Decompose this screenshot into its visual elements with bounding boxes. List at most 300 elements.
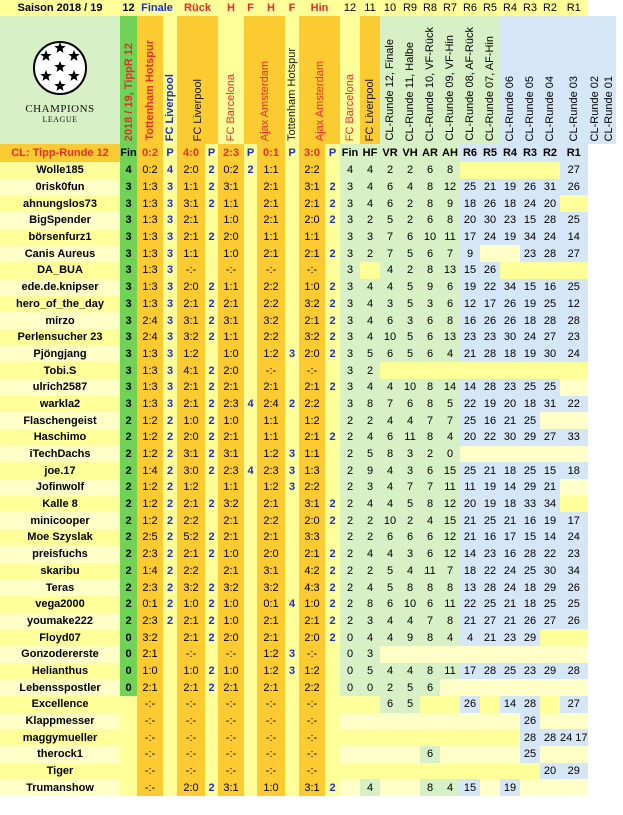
cell-13: 4 <box>360 329 380 346</box>
cell-18 <box>460 763 480 780</box>
cell-10: -:- <box>299 763 325 780</box>
cell-5 <box>205 212 218 229</box>
cell-4: 2:0 <box>177 279 205 296</box>
cell-18: 21 <box>460 529 480 546</box>
cell-8: 1:2 <box>257 479 285 496</box>
cell-17: 4 <box>440 429 460 446</box>
cell-19 <box>480 362 500 379</box>
player-name: ede.de.knipser <box>0 279 120 296</box>
cell-5 <box>205 563 218 580</box>
round-label-text: CL-Runde 09, VF-Hin <box>444 35 456 141</box>
cell-18: 20 <box>460 496 480 513</box>
final-points: 0 <box>120 646 137 663</box>
cell-21 <box>520 646 540 663</box>
cell-17: 11 <box>440 229 460 246</box>
cell-9 <box>285 613 299 630</box>
cell-5: 2 <box>205 195 218 212</box>
cell-13: 4 <box>360 429 380 446</box>
cell-12: 2 <box>340 579 360 596</box>
cell-7: 4 <box>244 396 257 413</box>
cell-12: 0 <box>340 629 360 646</box>
cell-22: 19 <box>540 512 560 529</box>
cell-9 <box>285 696 299 713</box>
cell-9 <box>285 162 299 179</box>
cell-18: 25 <box>460 412 480 429</box>
cell-8: 3:2 <box>257 312 285 329</box>
cell-2: 1:3 <box>137 245 163 262</box>
cell-6: -:- <box>218 729 244 746</box>
cell-5: 2 <box>205 179 218 196</box>
cell-15: 5 <box>400 329 420 346</box>
vertical-label-2 <box>163 16 177 144</box>
cell-16: 3 <box>420 296 440 313</box>
player-name: Klappmesser <box>0 713 120 730</box>
cell-20: 21 <box>500 412 520 429</box>
cell-20 <box>500 362 520 379</box>
cell-15: 2 <box>400 212 420 229</box>
cell-4: 2:0 <box>177 429 205 446</box>
vertical-label-text: FC Barcelona <box>225 73 237 141</box>
player-name: youmake222 <box>0 613 120 630</box>
cell-3: 4 <box>163 162 177 179</box>
cell-18: 13 <box>460 579 480 596</box>
cell-14: 5 <box>380 563 400 580</box>
player-name: minicooper <box>0 512 120 529</box>
cell-18 <box>460 446 480 463</box>
cell-18: 4 <box>460 629 480 646</box>
cell-20: 19 <box>500 229 520 246</box>
cell-13: 8 <box>360 396 380 413</box>
cell-10: 1:3 <box>299 462 325 479</box>
cell-5: 2 <box>205 629 218 646</box>
player-name: DA_BUA <box>0 262 120 279</box>
cell-6: 3:1 <box>218 446 244 463</box>
final-points <box>120 746 137 763</box>
cell-3: 2 <box>163 429 177 446</box>
cell-10: 2:0 <box>299 346 325 363</box>
table-row <box>0 212 616 229</box>
cell-2: 0:2 <box>137 162 163 179</box>
cell-14: 6 <box>380 529 400 546</box>
cell-11 <box>325 679 340 696</box>
cell-7 <box>244 346 257 363</box>
cell-11: 2 <box>325 279 340 296</box>
final-points <box>120 713 137 730</box>
player-name: BigSpender <box>0 212 120 229</box>
cell-15 <box>400 362 420 379</box>
cell-13: 2 <box>360 563 380 580</box>
cell-13: 0 <box>360 679 380 696</box>
cell-13: 3 <box>360 479 380 496</box>
cell-4: 1:0 <box>177 663 205 680</box>
cell-20: 19 <box>500 779 520 796</box>
cell-23: 25 <box>560 596 588 613</box>
header-round-9: 10 <box>380 0 400 16</box>
cell-19 <box>480 746 500 763</box>
cell-21: 15 <box>520 529 540 546</box>
cell-12: 2 <box>340 496 360 513</box>
cell-23: 28 <box>560 312 588 329</box>
cell-15: 2 <box>400 262 420 279</box>
cell-19 <box>480 713 500 730</box>
cell-9: 3 <box>285 462 299 479</box>
cell-18: 21 <box>460 613 480 630</box>
cell-4: 3:2 <box>177 579 205 596</box>
cell-11: 2 <box>325 613 340 630</box>
cell-21: 29 <box>520 479 540 496</box>
cell-13: 4 <box>360 546 380 563</box>
cell-19: 21 <box>480 462 500 479</box>
cell-6: 0:2 <box>218 162 244 179</box>
cell-2: 1:3 <box>137 212 163 229</box>
cell-11: 2 <box>325 296 340 313</box>
cell-13: 4 <box>360 162 380 179</box>
table-row <box>0 179 616 196</box>
final-points: 2 <box>120 462 137 479</box>
cell-13: 4 <box>360 296 380 313</box>
cell-10: -:- <box>299 713 325 730</box>
header-row <box>0 0 616 16</box>
cell-7 <box>244 212 257 229</box>
cell-16: 6 <box>420 212 440 229</box>
cell-23: 34 <box>560 563 588 580</box>
cell-22: 21 <box>540 479 560 496</box>
cell-10: 2:1 <box>299 195 325 212</box>
cell-22 <box>540 779 560 796</box>
cell-22 <box>540 746 560 763</box>
cell-22 <box>540 446 560 463</box>
cell-18: 20 <box>460 212 480 229</box>
cell-23: 24 17 <box>560 729 588 746</box>
cell-2: -:- <box>137 696 163 713</box>
cell-7 <box>244 763 257 780</box>
cell-4: 2:1 <box>177 229 205 246</box>
cell-19: 28 <box>480 346 500 363</box>
cell-16: 8 <box>420 179 440 196</box>
cell-10: 1:1 <box>299 229 325 246</box>
cell-14: 6 <box>380 312 400 329</box>
cell-3: 2 <box>163 412 177 429</box>
cell-2: 2:3 <box>137 546 163 563</box>
cell-21: 18 <box>520 596 540 613</box>
cell-15 <box>400 746 420 763</box>
cell-12: 3 <box>340 262 360 279</box>
cell-19: 26 <box>480 195 500 212</box>
table-row <box>0 279 616 296</box>
cell-20: 18 <box>500 462 520 479</box>
final-points: 0 <box>120 663 137 680</box>
cell-16 <box>420 646 440 663</box>
vertical-header-row <box>0 16 616 144</box>
cell-13: 4 <box>360 195 380 212</box>
cell-17: 7 <box>440 245 460 262</box>
cell-15: 4 <box>400 613 420 630</box>
cell-8: 3:2 <box>257 579 285 596</box>
player-name: Jofinwolf <box>0 479 120 496</box>
cell-22: 30 <box>540 346 560 363</box>
cell-2: 1:2 <box>137 412 163 429</box>
cell-18: 25 <box>460 462 480 479</box>
cell-12: 2 <box>340 546 360 563</box>
cell-4: 5:2 <box>177 529 205 546</box>
header-round-15: R4 <box>500 0 520 16</box>
cell-16: 8 <box>420 429 440 446</box>
cell-6: 1:0 <box>218 663 244 680</box>
cell-16: 8 <box>420 579 440 596</box>
table-row <box>0 346 616 363</box>
header-label-hin: Hin <box>299 0 340 16</box>
vertical-label-text: Ajax Amsterdam <box>258 60 271 141</box>
cell-11: 2 <box>325 212 340 229</box>
header-round-8: 11 <box>360 0 380 16</box>
table-row <box>0 629 616 646</box>
cell-6: 2:1 <box>218 529 244 546</box>
cell-19: 23 <box>480 546 500 563</box>
cell-3 <box>163 763 177 780</box>
cell-14: 4 <box>380 279 400 296</box>
cell-17: 12 <box>440 546 460 563</box>
cell-2: 1:3 <box>137 279 163 296</box>
cell-8: 2:2 <box>257 296 285 313</box>
cell-16 <box>420 763 440 780</box>
cell-17 <box>440 646 460 663</box>
cell-15: 3 <box>400 462 420 479</box>
cell-6: 1:0 <box>218 212 244 229</box>
cell-2: 2:5 <box>137 529 163 546</box>
cell-23: 28 <box>560 663 588 680</box>
vertical-round-label-14 <box>460 16 480 144</box>
header-round-14: R5 <box>480 0 500 16</box>
player-name: Tobi.S <box>0 362 120 379</box>
cell-18: 17 <box>460 229 480 246</box>
cell-20 <box>500 746 520 763</box>
subheader-cell-12: Fin <box>340 144 360 162</box>
cell-2: 2:3 <box>137 613 163 630</box>
table-row <box>0 245 616 262</box>
cell-11: 2 <box>325 312 340 329</box>
cell-16: 6 <box>420 679 440 696</box>
cell-16: 7 <box>420 412 440 429</box>
cell-6: 1:1 <box>218 329 244 346</box>
cell-5: 2 <box>205 312 218 329</box>
final-points: 2 <box>120 563 137 580</box>
cell-21: 25 <box>520 412 540 429</box>
vertical-label-3 <box>177 16 218 144</box>
cell-4: 2:0 <box>177 162 205 179</box>
cell-13: 3 <box>360 613 380 630</box>
cell-3: 2 <box>163 546 177 563</box>
table-row <box>0 379 616 396</box>
cell-19: 24 <box>480 229 500 246</box>
cell-8: 2:1 <box>257 629 285 646</box>
cell-18: 21 <box>460 512 480 529</box>
cell-14: 4 <box>380 262 400 279</box>
cell-6: 2:1 <box>218 679 244 696</box>
cell-22 <box>540 362 560 379</box>
cell-13: 2 <box>360 529 380 546</box>
subheader-cell-4: 4:0 <box>177 144 205 162</box>
cell-11 <box>325 763 340 780</box>
cell-20 <box>500 646 520 663</box>
cell-15: 5 <box>400 696 420 713</box>
cell-4: 1:0 <box>177 596 205 613</box>
cell-14: 6 <box>380 429 400 446</box>
cell-6: 2:1 <box>218 563 244 580</box>
cell-21: 28 <box>520 696 540 713</box>
cell-6: 3:1 <box>218 312 244 329</box>
cell-9: 3 <box>285 663 299 680</box>
cell-8: 2:1 <box>257 179 285 196</box>
round-label-text: CL-Runde 06 <box>504 75 516 141</box>
vertical-label-0 <box>120 16 137 144</box>
cell-5 <box>205 763 218 780</box>
cell-18: 16 <box>460 312 480 329</box>
cell-23 <box>560 679 588 696</box>
cell-11 <box>325 713 340 730</box>
cell-8: 1:2 <box>257 663 285 680</box>
cell-9 <box>285 629 299 646</box>
cell-21: 15 <box>520 212 540 229</box>
table-row <box>0 679 616 696</box>
cell-17: 11 <box>440 479 460 496</box>
table-row <box>0 696 616 713</box>
cell-6: 1:0 <box>218 245 244 262</box>
cell-17: 12 <box>440 529 460 546</box>
cell-10: 3:2 <box>299 329 325 346</box>
cell-5 <box>205 746 218 763</box>
cell-16: 8 <box>420 496 440 513</box>
cell-22 <box>540 696 560 713</box>
cell-15 <box>400 713 420 730</box>
final-points: 2 <box>120 613 137 630</box>
cell-11 <box>325 663 340 680</box>
cell-5: 2 <box>205 613 218 630</box>
table-row <box>0 296 616 313</box>
cell-14: 4 <box>380 479 400 496</box>
cell-3: 3 <box>163 179 177 196</box>
cell-16: 6 <box>420 596 440 613</box>
cell-11 <box>325 396 340 413</box>
final-points: 2 <box>120 596 137 613</box>
final-points: 0 <box>120 629 137 646</box>
cell-23 <box>560 713 588 730</box>
cell-3: 3 <box>163 262 177 279</box>
cell-9 <box>285 229 299 246</box>
cell-4: 2:1 <box>177 546 205 563</box>
cell-12: 2 <box>340 429 360 446</box>
cell-4: -:- <box>177 713 205 730</box>
cell-15: 3 <box>400 312 420 329</box>
cell-7 <box>244 679 257 696</box>
player-name: Trumanshow <box>0 779 120 796</box>
cell-15 <box>400 763 420 780</box>
player-name: Perlensucher 23 <box>0 329 120 346</box>
cell-8: 1:2 <box>257 646 285 663</box>
vertical-round-label-12 <box>420 16 440 144</box>
cell-10: 2:1 <box>299 379 325 396</box>
cell-8: 2:2 <box>257 512 285 529</box>
cell-4: 2:1 <box>177 379 205 396</box>
cell-4: 3:0 <box>177 462 205 479</box>
cell-16: 4 <box>420 512 440 529</box>
cell-2: 0:1 <box>137 596 163 613</box>
final-points: 2 <box>120 429 137 446</box>
cell-3: 2 <box>163 462 177 479</box>
cell-3: 2 <box>163 529 177 546</box>
cell-4: 1:1 <box>177 245 205 262</box>
cell-18: 26 <box>460 696 480 713</box>
header-round-10: R9 <box>400 0 420 16</box>
round-label-text: CL-Runde 02 <box>588 75 601 141</box>
cell-7 <box>244 779 257 796</box>
cell-2: 1:2 <box>137 512 163 529</box>
cell-23 <box>560 479 588 496</box>
cell-15: 5 <box>400 679 420 696</box>
cell-8: 1:1 <box>257 412 285 429</box>
cell-2: 1:3 <box>137 262 163 279</box>
round-label-text: CL-Runde 12, Finale <box>384 39 396 141</box>
cell-16: 8 <box>420 396 440 413</box>
table-row <box>0 596 616 613</box>
cell-10: 2:0 <box>299 512 325 529</box>
cell-7 <box>244 646 257 663</box>
cell-6: 2:1 <box>218 429 244 446</box>
cell-10: 2:1 <box>299 429 325 446</box>
final-points <box>120 779 137 796</box>
cell-22: 20 <box>540 195 560 212</box>
cell-3: 3 <box>163 195 177 212</box>
cell-20: 30 <box>500 329 520 346</box>
cell-15: 8 <box>400 579 420 596</box>
cell-21: 26 <box>520 613 540 630</box>
cell-18: 25 <box>460 179 480 196</box>
cell-23 <box>560 195 588 212</box>
subheader-cell-1: Fin <box>120 144 137 162</box>
cell-20 <box>500 729 520 746</box>
cell-5: 2 <box>205 546 218 563</box>
cell-21: 23 <box>520 245 540 262</box>
cell-10: -:- <box>299 696 325 713</box>
cell-7 <box>244 596 257 613</box>
cell-3: 2 <box>163 479 177 496</box>
cell-4: -:- <box>177 646 205 663</box>
table-row <box>0 479 616 496</box>
table-row <box>0 713 616 730</box>
cell-16: 6 <box>420 546 440 563</box>
cell-4: 2:1 <box>177 296 205 313</box>
cell-8: -:- <box>257 713 285 730</box>
cell-18 <box>460 646 480 663</box>
cell-8: 1:0 <box>257 779 285 796</box>
cell-12: 0 <box>340 679 360 696</box>
cell-21: 29 <box>520 429 540 446</box>
cell-6: 2:3 <box>218 462 244 479</box>
cell-8: 2:3 <box>257 462 285 479</box>
cell-23: 24 <box>560 529 588 546</box>
header-label-f2: F <box>285 0 299 16</box>
cell-15: 10 <box>400 596 420 613</box>
cell-11 <box>325 229 340 246</box>
cell-10: 4:3 <box>299 579 325 596</box>
cell-21 <box>520 162 540 179</box>
cell-16: 6 <box>420 462 440 479</box>
cell-6: 2:0 <box>218 229 244 246</box>
header-round-7: 12 <box>340 0 360 16</box>
cell-14: 5 <box>380 579 400 596</box>
cell-17: 12 <box>440 179 460 196</box>
cell-23 <box>560 362 588 379</box>
cell-11 <box>325 462 340 479</box>
